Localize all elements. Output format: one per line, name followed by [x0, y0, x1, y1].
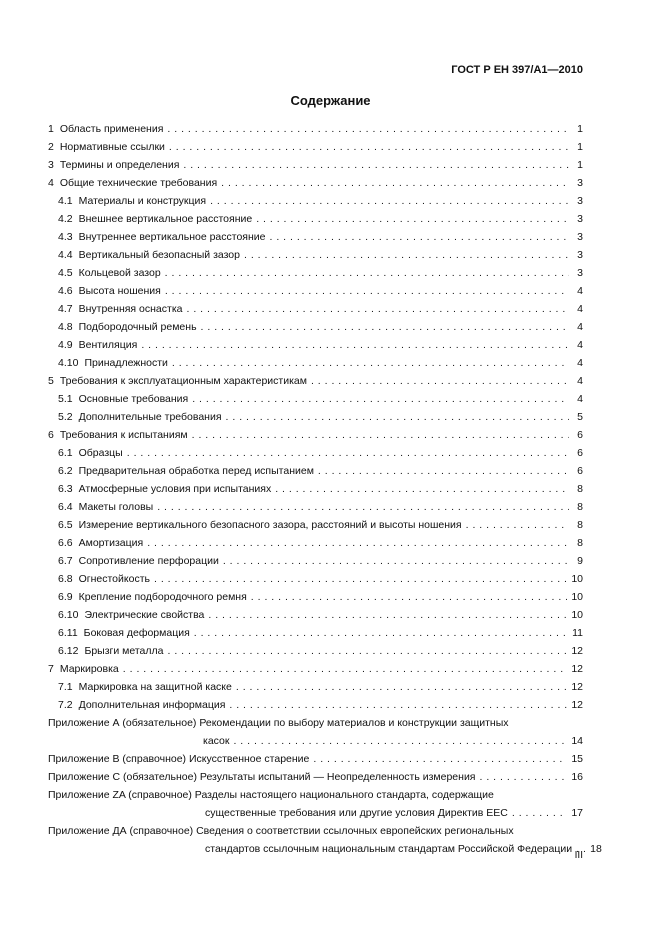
- toc-entry[interactable]: [48, 462, 583, 480]
- appendix-page: 18: [590, 843, 602, 855]
- toc-entry-page: 12: [571, 699, 583, 711]
- toc-entry[interactable]: [48, 444, 583, 462]
- leader-dots: [221, 174, 569, 192]
- document-code: ГОСТ Р ЕН 397/А1—2010: [451, 64, 583, 76]
- leader-dots: [210, 192, 569, 210]
- toc-entry-label: Брызги металла: [84, 645, 164, 657]
- appendix-entry[interactable]: [48, 786, 583, 822]
- toc-entry-label: Материалы и конструкция: [78, 195, 207, 207]
- leader-dots: [165, 264, 569, 282]
- toc-entry-label: Вертикальный безопасный зазор: [78, 249, 240, 261]
- appendix-heading: Приложение А (обязательное) Рекомендации по выбору материалов и конструкции защитных: [48, 717, 509, 729]
- toc-entry-page: 12: [571, 681, 583, 693]
- toc-entry[interactable]: [48, 228, 583, 246]
- toc-entry-page: 10: [571, 609, 583, 621]
- toc-entry-label: Крепление подбородочного ремня: [78, 591, 247, 603]
- toc-entry-number: 6.11: [58, 627, 78, 639]
- toc-entry-page: 3: [577, 213, 583, 225]
- toc-entry[interactable]: [48, 354, 583, 372]
- toc-entry-number: 2: [48, 141, 54, 153]
- toc-entry-number: 5.2: [58, 411, 73, 423]
- leader-dots: [167, 642, 567, 660]
- leader-dots: [157, 498, 569, 516]
- toc-entry-page: 3: [577, 177, 583, 189]
- toc-entry[interactable]: [48, 588, 583, 606]
- toc-entry[interactable]: [48, 642, 583, 660]
- toc-entry-page: 10: [571, 573, 583, 585]
- toc-entry-page: 4: [577, 393, 583, 405]
- toc-entry-number: 6.8: [58, 573, 73, 585]
- toc-entry-number: 4.5: [58, 267, 73, 279]
- page-number: III: [574, 850, 583, 861]
- toc-entry[interactable]: [48, 318, 583, 336]
- toc-entry[interactable]: [48, 534, 583, 552]
- toc-entry[interactable]: [48, 570, 583, 588]
- leader-dots: [226, 408, 569, 426]
- appendix-label: стандартов ссылочным национальным стандартам Российской Федерации: [205, 843, 573, 855]
- toc-entry-label: Маркировка: [59, 663, 119, 675]
- toc-entry-page: 1: [577, 141, 583, 153]
- toc-entry-page: 4: [577, 375, 583, 387]
- toc-entry-page: 4: [577, 321, 583, 333]
- leader-dots: [223, 552, 569, 570]
- toc-entry-page: 8: [577, 519, 583, 531]
- toc-entry-page: 6: [577, 447, 583, 459]
- leader-dots: [233, 732, 567, 750]
- toc-entry-page: 3: [577, 231, 583, 243]
- toc-entry[interactable]: [48, 408, 583, 426]
- toc-entry-label: Дополнительная информация: [78, 699, 226, 711]
- toc-entry-page: 11: [572, 627, 583, 639]
- toc-entry-number: 6.12: [58, 645, 79, 657]
- toc-entry-number: 6.1: [58, 447, 73, 459]
- toc-entry-label: Требования к испытаниям: [59, 429, 188, 441]
- toc-entry[interactable]: [48, 246, 583, 264]
- toc-entry[interactable]: [48, 174, 583, 192]
- toc-entry-number: 6.2: [58, 465, 73, 477]
- toc-entry-page: 3: [577, 249, 583, 261]
- toc-entry[interactable]: [48, 426, 583, 444]
- toc-entry-page: 12: [571, 645, 583, 657]
- toc-entry[interactable]: [48, 552, 583, 570]
- leader-dots: [208, 606, 567, 624]
- leader-dots: [466, 516, 569, 534]
- toc-entry-page: 6: [577, 465, 583, 477]
- leader-dots: [187, 300, 570, 318]
- toc-entry-number: 6: [48, 429, 54, 441]
- toc-entry-number: 6.9: [58, 591, 73, 603]
- leader-dots: [183, 156, 569, 174]
- toc-entry-number: 4.10: [58, 357, 79, 369]
- leader-dots: [201, 318, 569, 336]
- toc-entry-page: 4: [577, 339, 583, 351]
- toc-entry-label: Измерение вертикального безопасного зазора, расстояний и высоты ношения: [78, 519, 462, 531]
- toc-entry-number: 6.3: [58, 483, 73, 495]
- leader-dots: [147, 534, 569, 552]
- appendix-page: 17: [571, 807, 583, 819]
- toc-entry-label: Внешнее вертикальное расстояние: [78, 213, 253, 225]
- toc-entry-number: 3: [48, 159, 54, 171]
- leader-dots: [269, 228, 569, 246]
- toc-entry-number: 4.1: [58, 195, 73, 207]
- leader-dots: [244, 246, 569, 264]
- page-title: Содержание: [290, 93, 371, 108]
- toc-entry-label: Внутренняя оснастка: [78, 303, 183, 315]
- toc-entry-number: 4.8: [58, 321, 73, 333]
- toc-entry-label: Основные требования: [78, 393, 189, 405]
- leader-dots: [256, 210, 569, 228]
- toc-entry-label: Маркировка на защитной каске: [78, 681, 232, 693]
- toc-entry-page: 10: [571, 591, 583, 603]
- toc-entry-label: Вентиляция: [78, 339, 138, 351]
- appendix-entry[interactable]: [48, 714, 583, 750]
- toc-entry-number: 7.1: [58, 681, 73, 693]
- toc-entry[interactable]: [48, 498, 583, 516]
- toc-entry-number: 1: [48, 123, 54, 135]
- appendix-label: Приложение В (справочное) Искусственное старение: [48, 753, 310, 765]
- toc-entry-number: 6.4: [58, 501, 73, 513]
- toc-entry-page: 8: [577, 537, 583, 549]
- toc-entry-number: 5.1: [58, 393, 73, 405]
- toc-entry-page: 8: [577, 483, 583, 495]
- toc-entry-page: 4: [577, 285, 583, 297]
- toc-entry-page: 12: [571, 663, 583, 675]
- toc-entry[interactable]: [48, 156, 583, 174]
- toc-entry-page: 1: [577, 123, 583, 135]
- toc-entry-page: 3: [577, 267, 583, 279]
- leader-dots: [141, 336, 569, 354]
- toc-entry-number: 4.3: [58, 231, 73, 243]
- leader-dots: [172, 354, 569, 372]
- toc-entry-page: 1: [577, 159, 583, 171]
- toc-entry[interactable]: [48, 696, 583, 714]
- appendix-entry[interactable]: [48, 768, 583, 786]
- toc-entry-label: Электрические свойства: [84, 609, 205, 621]
- leader-dots: [192, 426, 569, 444]
- appendix-page: 14: [571, 735, 583, 747]
- toc-entry-label: Предварительная обработка перед испытанием: [78, 465, 314, 477]
- toc-entry-label: Высота ношения: [78, 285, 161, 297]
- leader-dots: [154, 570, 567, 588]
- toc-entry-label: Боковая деформация: [83, 627, 190, 639]
- toc-entry[interactable]: [48, 480, 583, 498]
- appendix-label: касок: [203, 735, 230, 747]
- toc-entry-number: 6.7: [58, 555, 73, 567]
- toc-entry-label: Огнестойкость: [78, 573, 150, 585]
- toc-entry-label: Внутреннее вертикальное расстояние: [78, 231, 266, 243]
- toc-entry-number: 4.9: [58, 339, 73, 351]
- toc-entry-page: 8: [577, 501, 583, 513]
- toc-entry[interactable]: [48, 516, 583, 534]
- toc-entry[interactable]: [48, 192, 583, 210]
- toc-entry[interactable]: [48, 606, 583, 624]
- appendix-page: 15: [571, 753, 583, 765]
- table-of-contents: [48, 120, 602, 858]
- toc-entry-number: 6.5: [58, 519, 73, 531]
- toc-entry-label: Термины и определения: [59, 159, 180, 171]
- toc-entry-label: Дополнительные требования: [78, 411, 222, 423]
- toc-entry-number: 6.10: [58, 609, 79, 621]
- leader-dots: [318, 462, 569, 480]
- appendix-label: существенные требования или другие условия Директив ЕЕС: [205, 807, 508, 819]
- toc-entry[interactable]: [48, 660, 583, 678]
- toc-entry-number: 4.4: [58, 249, 73, 261]
- leader-dots: [480, 768, 568, 786]
- leader-dots: [127, 444, 569, 462]
- toc-entry-label: Амортизация: [78, 537, 144, 549]
- leader-dots: [236, 678, 567, 696]
- appendix-entry[interactable]: [48, 822, 602, 858]
- leader-dots: [275, 480, 569, 498]
- toc-entry[interactable]: [48, 624, 583, 642]
- appendix-list: [48, 714, 602, 858]
- toc-entry-page: 4: [577, 303, 583, 315]
- toc-entry-label: Образцы: [78, 447, 123, 459]
- toc-entry[interactable]: [48, 678, 583, 696]
- leader-dots: [229, 696, 567, 714]
- toc-entry-page: 3: [577, 195, 583, 207]
- leader-dots: [123, 660, 568, 678]
- toc-entry-label: Подбородочный ремень: [78, 321, 197, 333]
- toc-entry-page: 9: [577, 555, 583, 567]
- appendix-page: 16: [571, 771, 583, 783]
- leader-dots: [192, 390, 569, 408]
- toc-entry-label: Общие технические требования: [59, 177, 218, 189]
- toc-entry[interactable]: [48, 210, 583, 228]
- toc-entry-page: 6: [577, 429, 583, 441]
- toc-entry-label: Сопротивление перфорации: [78, 555, 219, 567]
- leader-dots: [313, 750, 567, 768]
- toc-entry[interactable]: [48, 282, 583, 300]
- toc-entry[interactable]: [48, 138, 583, 156]
- toc-entry-page: 5: [577, 411, 583, 423]
- toc-entry-label: Нормативные ссылки: [59, 141, 165, 153]
- toc-entry-label: Требования к эксплуатационным характеристикам: [59, 375, 307, 387]
- toc-entry-label: Кольцевой зазор: [78, 267, 161, 279]
- leader-dots: [167, 120, 569, 138]
- toc-entry-number: 4: [48, 177, 54, 189]
- toc-entry[interactable]: [48, 300, 583, 318]
- toc-entry[interactable]: [48, 264, 583, 282]
- toc-entry-number: 7.2: [58, 699, 73, 711]
- toc-entry-number: 4.6: [58, 285, 73, 297]
- toc-entry-number: 5: [48, 375, 54, 387]
- toc-entry-label: Атмосферные условия при испытаниях: [78, 483, 272, 495]
- leader-dots: [251, 588, 568, 606]
- toc-entry-number: 7: [48, 663, 54, 675]
- leader-dots: [512, 804, 567, 822]
- leader-dots: [194, 624, 568, 642]
- toc-entry-number: 6.6: [58, 537, 73, 549]
- toc-entry[interactable]: [48, 372, 583, 390]
- toc-entry[interactable]: [48, 336, 583, 354]
- leader-dots: [165, 282, 569, 300]
- appendix-entry[interactable]: [48, 750, 583, 768]
- appendix-label: Приложение С (обязательное) Результаты испытаний — Неопределенность измерения: [48, 771, 476, 783]
- toc-entry-number: 4.7: [58, 303, 73, 315]
- toc-entry-label: Макеты головы: [78, 501, 154, 513]
- toc-entry[interactable]: [48, 120, 583, 138]
- toc-entry-page: 4: [577, 357, 583, 369]
- leader-dots: [169, 138, 569, 156]
- appendix-heading: Приложение ZA (справочное) Разделы настоящего национального стандарта, содержащие: [48, 789, 494, 801]
- leader-dots: [311, 372, 569, 390]
- appendix-heading: Приложение ДА (справочное) Сведения о соответствии ссылочных европейских региональных: [48, 825, 514, 837]
- toc-entry-label: Принадлежности: [84, 357, 168, 369]
- toc-entry-number: 4.2: [58, 213, 73, 225]
- toc-entry[interactable]: [48, 390, 583, 408]
- toc-entry-label: Область применения: [59, 123, 164, 135]
